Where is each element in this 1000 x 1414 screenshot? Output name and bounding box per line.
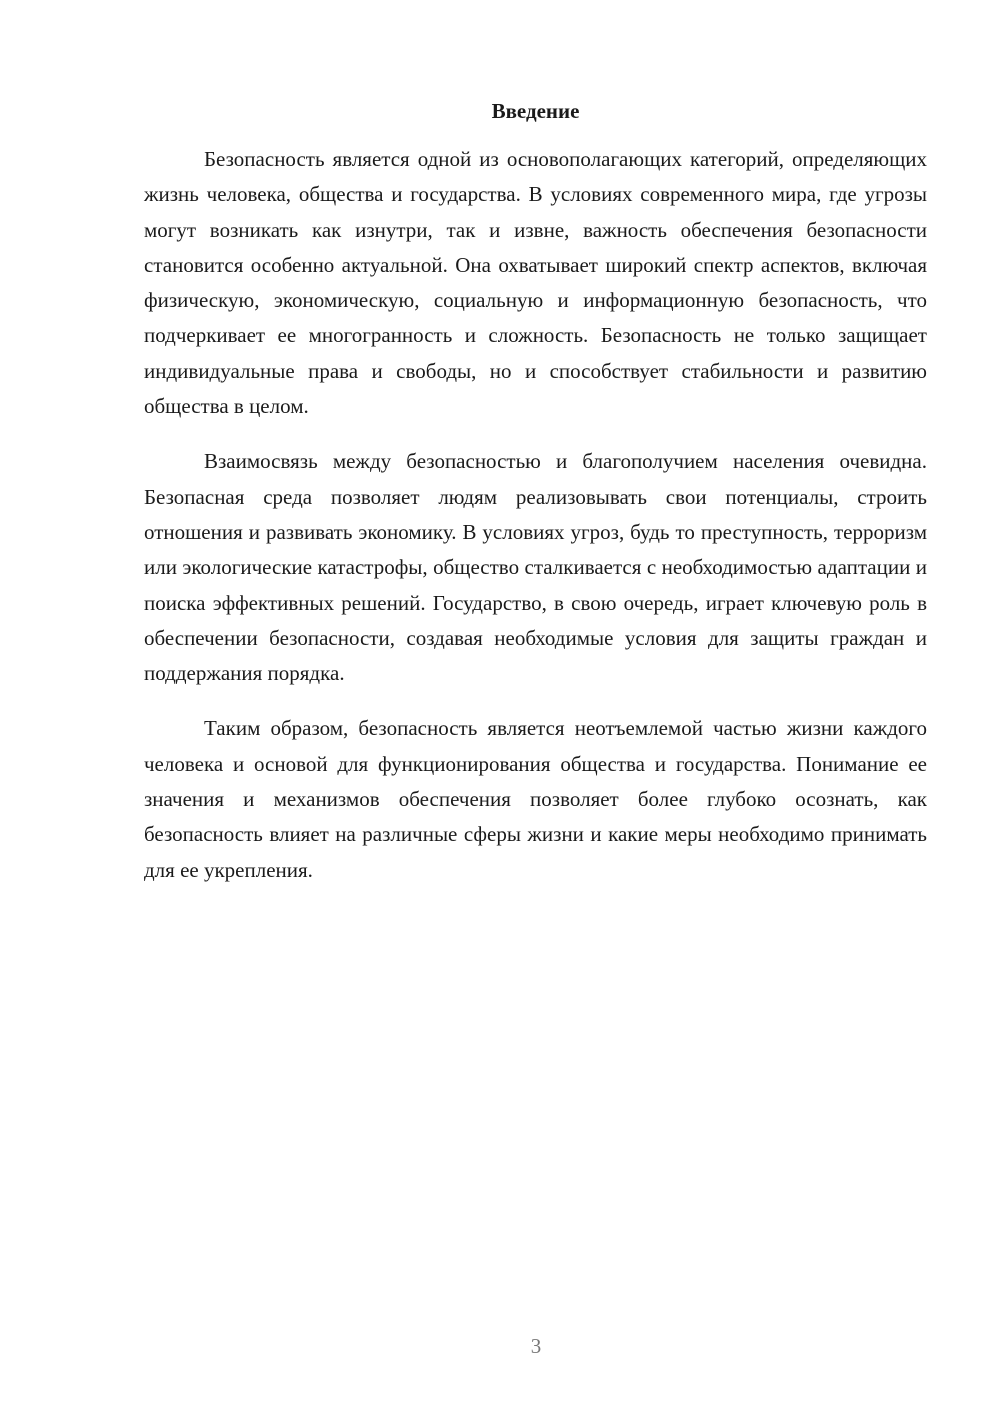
paragraph-2: Взаимосвязь между безопасностью и благополучием населения очевидна. Безопасная среда позволяет людям реализовывать свои потенциалы, строить отношения и развивать экономику. В условиях угроз, будь то преступность, терроризм или экологические катастрофы, общество сталкивается с необходимостью адаптации и поиска эффективных решений. Государство, в свою очередь, играет ключевую роль в обеспечении безопасности, создавая необходимые условия для защиты граждан и поддержания порядка. — [144, 449, 927, 686]
paragraph-1: Безопасность является одной из основополагающих категорий, определяющих жизнь человека, общества и государства. В условиях современного мира, где угрозы могут возникать как изнутри, так и извне, важность обеспечения безопасности становится особенно актуальной. Она охватывает широкий спектр аспектов, включая физическую, экономическую, социальную и информационную безопасность, что подчеркивает ее многогранность и сложность. Безопасность не только защищает индивидуальные права и свободы, но и способствует стабильности и развитию общества в целом. — [144, 147, 927, 419]
page-heading: Введение — [491, 99, 580, 123]
body-text — [144, 142, 927, 908]
page-number: 3 — [530, 1334, 542, 1358]
paragraph-3: Таким образом, безопасность является неотъемлемой частью жизни каждого человека и основой для функционирования общества и государства. Понимание ее значения и механизмов обеспечения позволяет более глубоко осознать, как безопасность влияет на различные сферы жизни и какие меры необходимо принимать для ее укрепления. — [144, 716, 927, 882]
